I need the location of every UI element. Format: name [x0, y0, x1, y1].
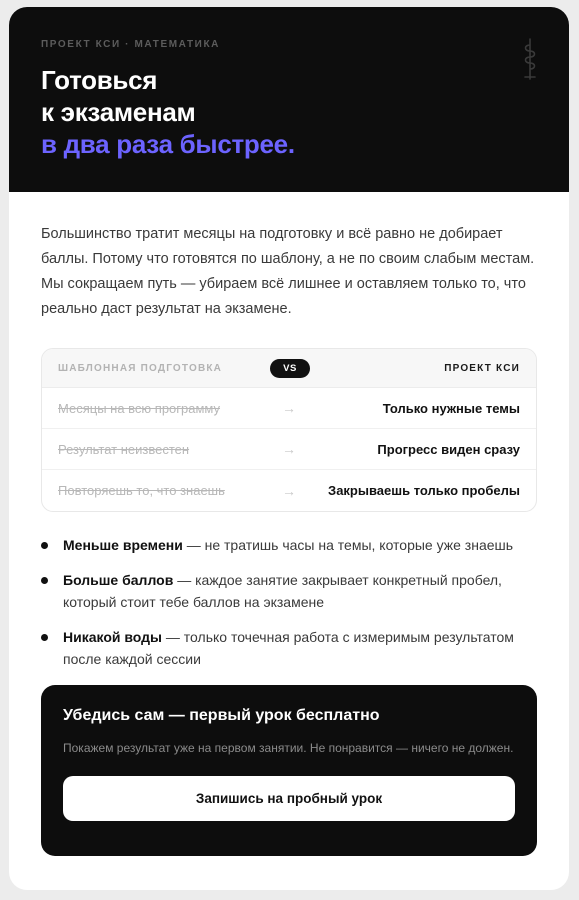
benefit-title: Больше баллов	[63, 571, 174, 588]
old-approach: Повторяешь то, что знаешь	[58, 483, 225, 498]
benefit-text: — каждое занятие закрывает конкретный пробел, который стоит тебе баллов на экзамене	[63, 571, 502, 610]
benefit-title: Меньше времени	[63, 537, 183, 553]
title-line-2: к экзаменам	[41, 97, 196, 127]
benefit-text: — не тратишь часы на темы, которые уже знаешь	[182, 537, 514, 553]
page-title	[41, 64, 537, 160]
comparison-right-header: ПРОЕКТ КСИ	[444, 362, 520, 374]
new-approach: Закрываешь только пробелы	[328, 483, 520, 498]
cta-block	[41, 685, 537, 856]
comparison-header	[42, 349, 536, 388]
main-content	[9, 192, 569, 856]
book-trial-lesson-button[interactable]: Запишись на пробный урок	[63, 776, 515, 821]
comparison-table	[41, 348, 537, 512]
comparison-left-header: ШАБЛОННАЯ ПОДГОТОВКА	[58, 362, 223, 374]
ornament-icon	[521, 37, 539, 81]
bullet-dot-icon	[41, 542, 48, 549]
benefits-list	[41, 534, 537, 671]
intro-paragraph: Большинство тратит месяцы на подготовку и всё равно не добирает баллы. Потому что готовятся по шаблону, а не по своим слабым местам. Мы сокращаем путь — убираем всё лишнее и оставляем только то, что реально даст результат на экзамене.	[41, 226, 535, 317]
old-approach: Месяцы на всю программу	[58, 400, 221, 416]
hero-header	[9, 7, 569, 192]
vs-badge: VS	[270, 359, 310, 378]
comparison-row	[42, 429, 536, 470]
bullet-dot-icon	[41, 577, 48, 584]
list-item	[41, 569, 537, 614]
arrow-right-icon: →	[282, 482, 296, 499]
list-item	[41, 626, 537, 671]
cta-text: Покажем результат уже на первом занятии. Не понравится — ничего не должен.	[63, 740, 514, 755]
arrow-right-icon: →	[282, 441, 296, 457]
cta-title: Убедись сам — первый урок бесплатно	[63, 706, 380, 724]
comparison-row	[42, 388, 536, 429]
benefit-text: — только точечная работа с измеримым результатом после каждой сессии	[63, 628, 514, 667]
benefit-title: Никакой воды	[63, 628, 163, 645]
offer-card	[9, 7, 569, 890]
list-item	[41, 534, 537, 557]
new-approach: Прогресс виден сразу	[377, 441, 520, 457]
title-line-1: Готовься	[41, 65, 158, 95]
old-approach: Результат неизвестен	[58, 441, 190, 457]
arrow-right-icon: →	[282, 400, 296, 416]
new-approach: Только нужные темы	[382, 400, 520, 416]
eyebrow-label: ПРОЕКТ КСИ · МАТЕМАТИКА	[41, 39, 220, 50]
bullet-dot-icon	[41, 634, 48, 641]
comparison-row	[42, 470, 536, 511]
title-accent: в два раза быстрее.	[41, 129, 295, 159]
